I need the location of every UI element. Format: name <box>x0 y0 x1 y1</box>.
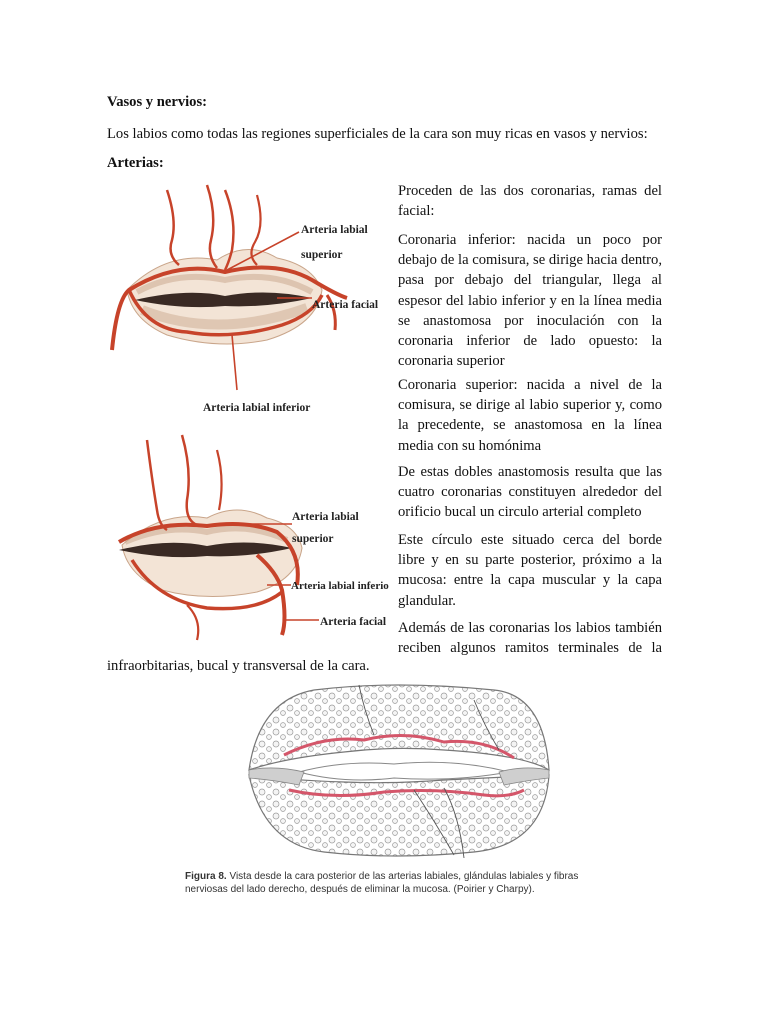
arterias-heading: Arterias: <box>107 155 164 171</box>
lip-arteries-figure <box>107 180 389 650</box>
caption-label: Figura 8. <box>185 871 227 882</box>
paragraph-ademas: Además de las coronarias los labios también reciben algunos ramitos terminales de la <box>398 620 662 657</box>
label-arteria-facial: Arteria facial <box>312 299 379 311</box>
figure-caption <box>185 870 605 896</box>
upper-lip-illustration <box>112 185 378 414</box>
label-arteria-labial-inferior: Arteria labial inferior <box>203 402 311 414</box>
intro-text: Los labios como todas las regiones superficiales de la cara son muy ricas en vasos y nervios: <box>107 126 648 142</box>
label-lower-arteria-labial-inferior: Arteria labial inferior <box>291 580 389 592</box>
label-lower-arteria-labial: Arteria labial <box>292 511 359 523</box>
paragraph-origin: Proceden de las dos coronarias, ramas del facial: <box>398 183 662 220</box>
section-heading: Vasos y nervios: <box>107 94 208 110</box>
lower-lip-illustration <box>119 435 389 640</box>
label-lower-arteria-facial: Arteria facial <box>320 616 387 628</box>
label-arteria-labial-superior: Arteria labial <box>301 224 368 236</box>
paragraph-anastomosis: De estas dobles anastomosis resulta que las cuatro coronarias constituyen alrededor del orificio bucal un circulo arterial completo <box>398 464 662 521</box>
posterior-lips-figure <box>244 680 554 860</box>
label-lower-superior: superior <box>292 533 334 545</box>
paragraph-circulo: Este círculo este situado cerca del borde libre y en su parte posterior, próximo a la mucosa: entre la capa muscular y la capa glandular. <box>398 532 662 609</box>
label-superior: superior <box>301 249 343 261</box>
caption-text: Vista desde la cara posterior de las arterias labiales, glándulas labiales y fibras nerviosas del lado derecho, después de eliminar la mucosa. (Poirier y Charpy). <box>185 871 579 895</box>
paragraph-coronaria-superior: Coronaria superior: nacida a nivel de la comisura, se dirige al labio superior y, como la precedente, se anastomosa en la línea media con su homónima <box>398 377 662 454</box>
paragraph-coronaria-inferior: Coronaria inferior: nacida un poco por debajo de la comisura, se dirige hacia dentro, pasa por debajo del triangular, llega al espesor del labio inferior y en la línea media se anastomosa por inoculación con la coronaria inferior de lado opuesto: la coronaria superior <box>398 232 662 370</box>
paragraph-continuation: infraorbitarias, bucal y transversal de la cara. <box>107 658 370 674</box>
